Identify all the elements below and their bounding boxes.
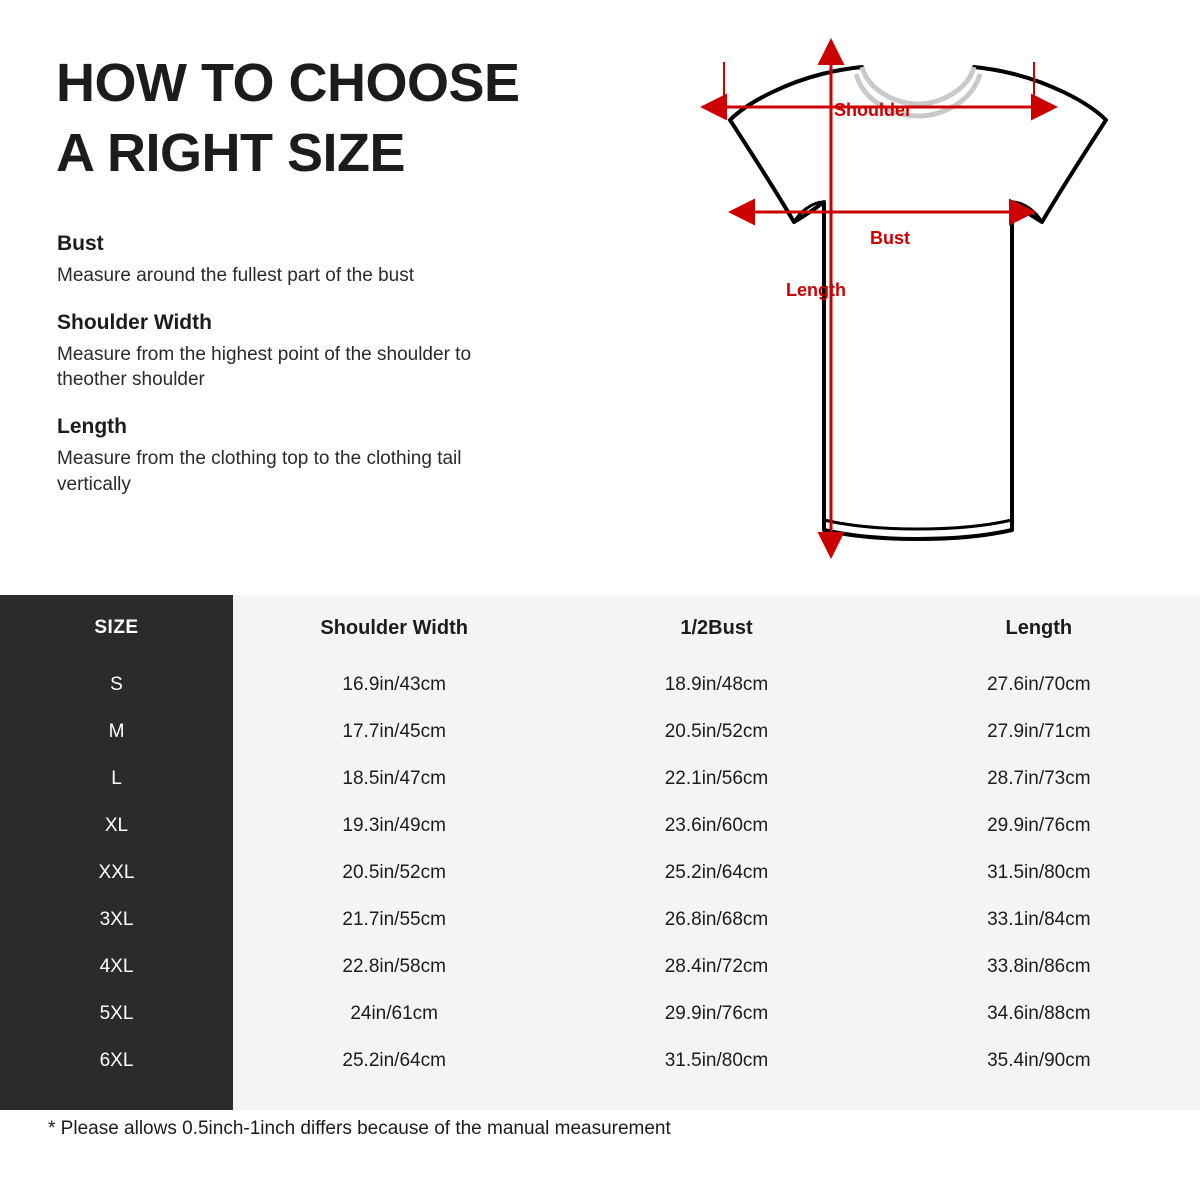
bust-label: Bust (870, 228, 910, 248)
shoulder-width-column (233, 595, 555, 1110)
table-row: L (111, 767, 122, 789)
table-cell: 20.5in/52cm (342, 861, 446, 883)
length-label: Length (786, 280, 846, 300)
column-header-size: SIZE (94, 617, 139, 638)
definition-shoulder-width (57, 311, 597, 393)
table-cell: 31.5in/80cm (987, 861, 1091, 883)
table-cell: 25.2in/64cm (664, 861, 769, 883)
table-cell: 26.8in/68cm (664, 908, 769, 930)
table-row: 4XL (99, 955, 134, 977)
page-title-line-1: HOW TO CHOOSE (56, 53, 520, 113)
tshirt-diagram (600, 30, 1140, 570)
table-cell: 29.9in/76cm (987, 814, 1091, 836)
table-cell: 27.9in/71cm (987, 720, 1091, 742)
table-cell: 28.4in/72cm (664, 955, 769, 977)
table-cell: 25.2in/64cm (342, 1049, 446, 1071)
table-cell: 21.7in/55cm (342, 908, 446, 930)
definition-description: Measure from the highest point of the shoulder to theother shoulder (57, 343, 472, 391)
table-cell: 18.5in/47cm (342, 767, 446, 789)
table-cell: 24in/61cm (350, 1002, 438, 1024)
table-cell: 19.3in/49cm (342, 814, 446, 836)
table-cell: 17.7in/45cm (342, 720, 446, 742)
definition-term: Bust (57, 232, 104, 255)
table-row: 3XL (99, 908, 134, 930)
definition-description: Measure around the fullest part of the bust (57, 265, 414, 286)
column-header-half-bust: 1/2Bust (680, 616, 753, 639)
table-cell: 16.9in/43cm (342, 673, 446, 695)
definition-bust (57, 232, 597, 289)
table-row: XXL (98, 861, 135, 883)
table-cell: 34.6in/88cm (987, 1002, 1091, 1024)
definition-length (57, 415, 597, 497)
measurement-footnote: * Please allows 0.5inch-1inch differs because of the manual measurement (48, 1118, 671, 1139)
half-bust-column (555, 595, 877, 1110)
size-table (0, 595, 1200, 1110)
page-title (56, 48, 616, 188)
shoulder-label: Shoulder (834, 100, 913, 120)
definition-description: Measure from the clothing top to the clothing tail vertically (57, 447, 462, 495)
table-cell: 31.5in/80cm (664, 1049, 769, 1071)
table-row: M (108, 720, 125, 742)
table-cell: 23.6in/60cm (664, 814, 769, 836)
shirt-body (730, 67, 1106, 539)
length-column (878, 595, 1200, 1110)
table-cell: 20.5in/52cm (664, 720, 769, 742)
table-cell: 22.1in/56cm (664, 767, 769, 789)
table-row: XL (104, 814, 129, 836)
table-row: 5XL (99, 1002, 134, 1024)
column-header-shoulder-width: Shoulder Width (320, 616, 468, 639)
size-column (0, 595, 233, 1110)
table-row: S (110, 673, 123, 695)
measurement-definitions (57, 232, 597, 519)
table-cell: 28.7in/73cm (987, 767, 1091, 789)
table-row: 6XL (99, 1049, 134, 1071)
table-cell: 27.6in/70cm (987, 673, 1091, 695)
column-header-length: Length (1005, 616, 1073, 639)
page-title-line-2: A RIGHT SIZE (56, 123, 406, 184)
table-cell: 33.8in/86cm (987, 955, 1091, 977)
table-cell: 22.8in/58cm (342, 955, 446, 977)
measurement-columns (233, 595, 1200, 1110)
table-cell: 18.9in/48cm (664, 673, 769, 695)
definition-term: Length (57, 414, 127, 438)
top-section (0, 0, 1200, 595)
table-cell: 35.4in/90cm (987, 1049, 1091, 1071)
table-cell: 29.9in/76cm (664, 1002, 769, 1024)
definition-term: Shoulder Width (57, 310, 212, 334)
table-cell: 33.1in/84cm (987, 908, 1091, 930)
